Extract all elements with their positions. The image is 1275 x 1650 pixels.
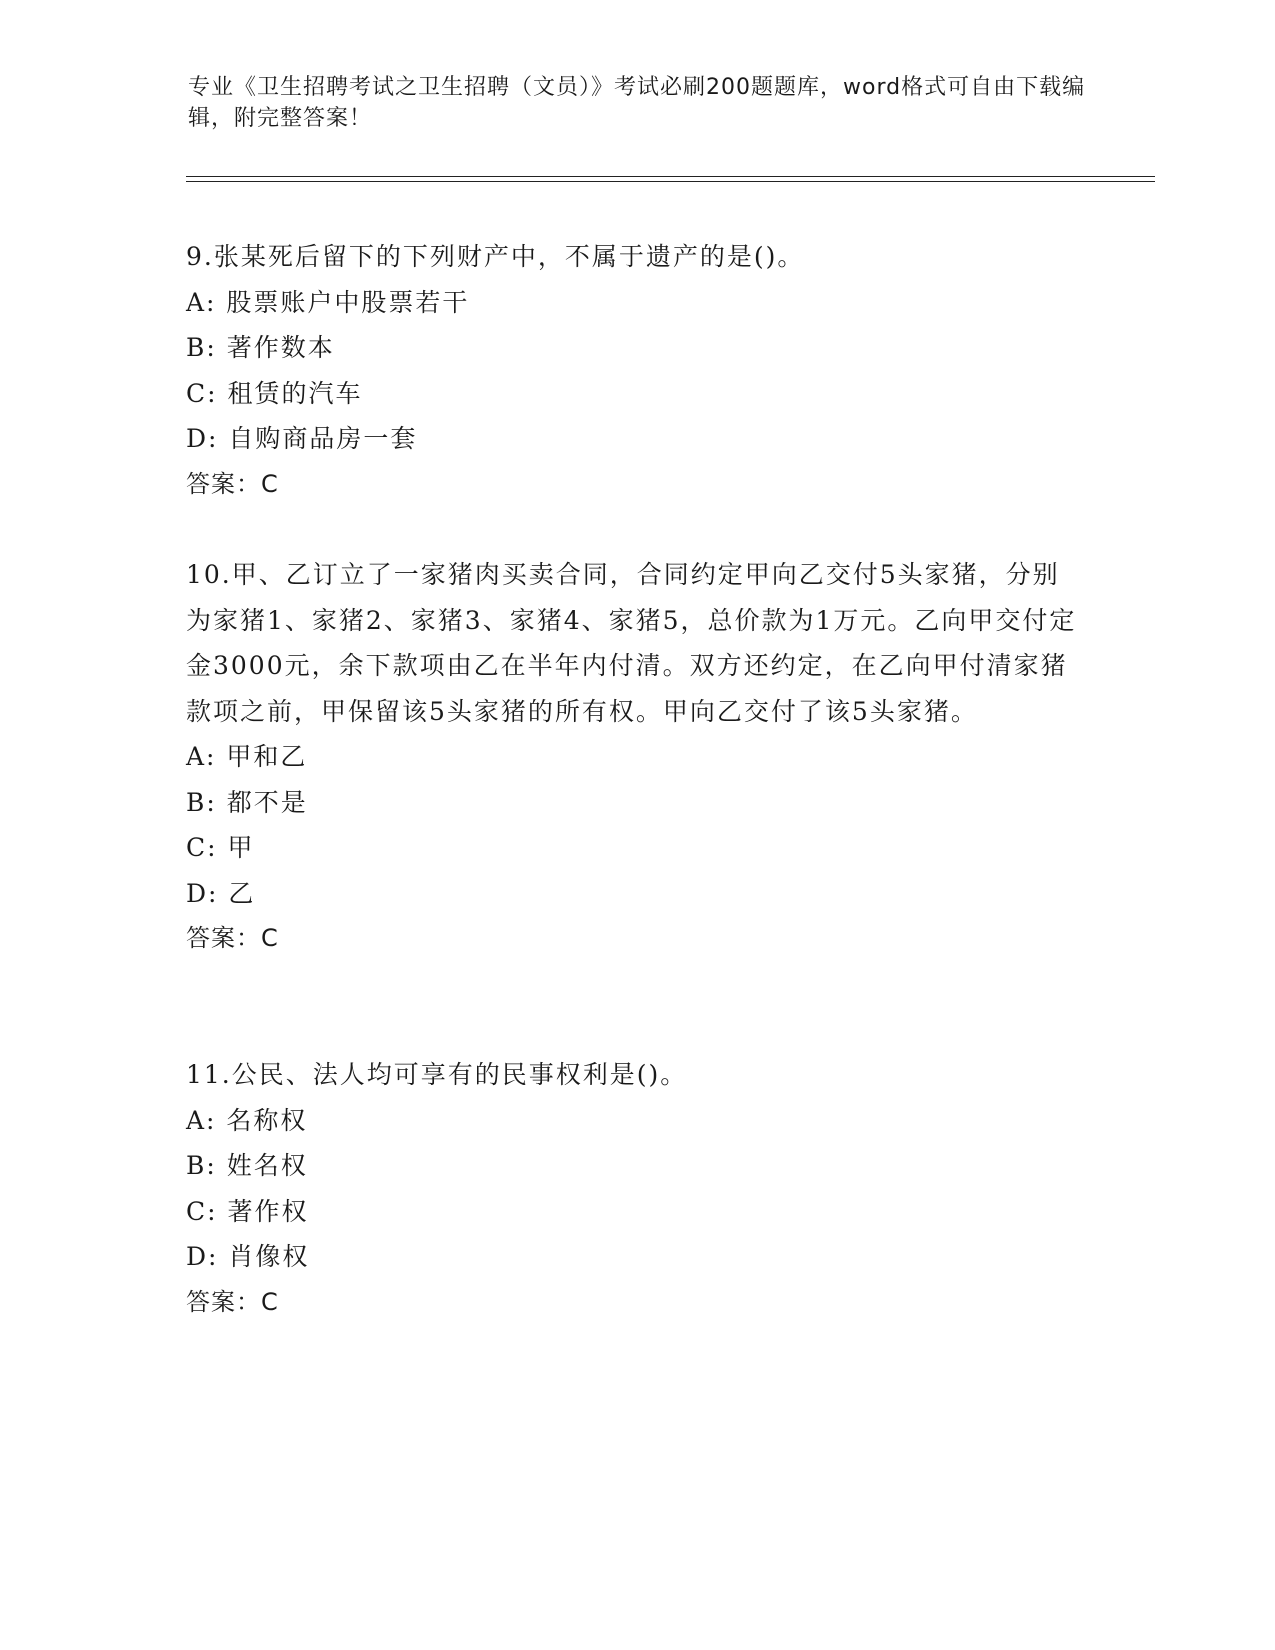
question-stem: 10.甲、乙订立了一家猪肉买卖合同，合同约定甲向乙交付5头家猪，分别为家猪1、家猪2、家猪3、家猪4、家猪5，总价款为1万元。乙向甲交付定金3000元，余下款项由乙在半年内付清。双方还约定，在乙向甲付清家猪款项之前，甲保留该5头家猪的所有权。甲向乙交付了该5头家猪。 xyxy=(186,560,1077,726)
answer-line: 答案：C xyxy=(186,924,279,952)
option-a: A: 股票账户中股票若干 xyxy=(186,287,470,317)
option-d: D: 乙 xyxy=(186,878,256,908)
option-c: C: 甲 xyxy=(186,833,255,862)
option-b: B: 姓名权 xyxy=(186,1151,308,1180)
header-divider-bottom xyxy=(186,181,1155,182)
question-stem: 11.公民、法人均可享有的民事权利是()。 xyxy=(186,1060,688,1089)
answer-line: 答案：C xyxy=(186,469,279,498)
option-b: B: 都不是 xyxy=(186,787,308,817)
option-a: A: 名称权 xyxy=(186,1105,308,1135)
option-d: D: 肖像权 xyxy=(186,1242,310,1271)
option-c: C: 租赁的汽车 xyxy=(186,378,363,408)
option-c: C: 著作权 xyxy=(186,1196,309,1226)
document-header: 专业《卫生招聘考试之卫生招聘（文员）》考试必刷200题题库，word格式可自由下载编辑，附完整答案！ xyxy=(188,75,1086,131)
header-divider-top xyxy=(186,176,1155,177)
option-b: B: 著作数本 xyxy=(186,333,335,362)
question-10 xyxy=(186,552,1086,962)
option-d: D: 自购商品房一套 xyxy=(186,424,418,453)
question-9 xyxy=(186,234,1086,507)
question-stem: 9.张某死后留下的下列财产中，不属于遗产的是()。 xyxy=(186,242,805,271)
question-11 xyxy=(186,1052,1086,1325)
option-a: A: 甲和乙 xyxy=(186,742,308,771)
answer-line: 答案：C xyxy=(186,1287,279,1316)
